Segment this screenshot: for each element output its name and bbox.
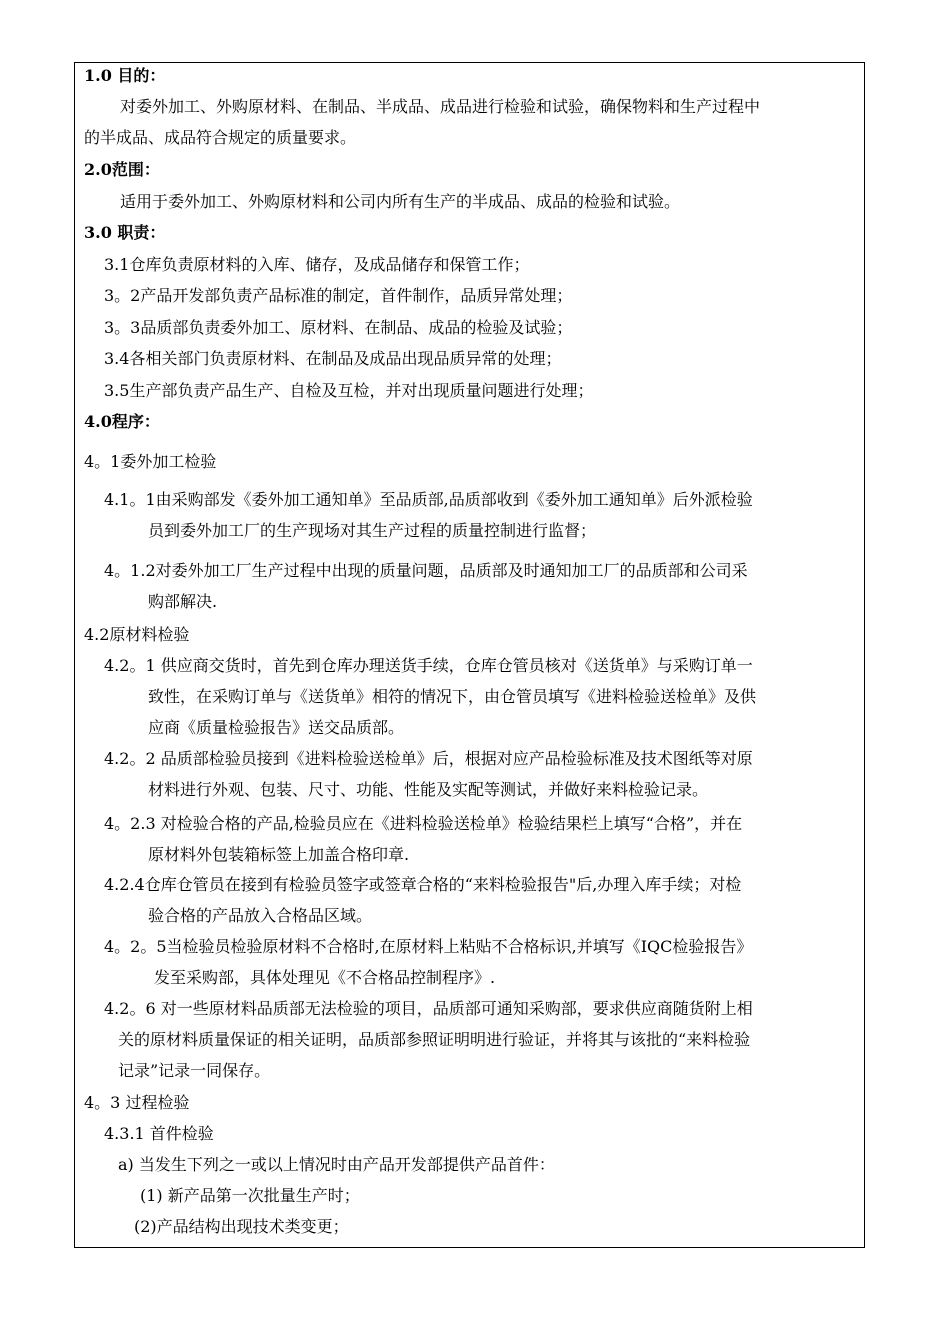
- text-line: (1) 新产品第一次批量生产时；: [140, 1186, 360, 1205]
- text-line: 4.2.4仓库仓管员在接到有检验员签字或签章合格的“来料检验报告"后,办理入库手续；对检: [104, 875, 742, 894]
- text-line: 记录”记录一同保存。: [118, 1061, 271, 1080]
- text-line: 适用于委外加工、外购原材料和公司内所有生产的半成品、成品的检验和试验。: [120, 192, 681, 211]
- text-line: 3。3品质部负责委外加工、原材料、在制品、成品的检验及试验；: [104, 318, 573, 337]
- text-line: 对委外加工、外购原材料、在制品、半成品、成品进行检验和试验，确保物料和生产过程中: [120, 97, 761, 116]
- text-line: 购部解决.: [148, 592, 218, 611]
- text-line: 4.2。2 品质部检验员接到《进料检验送检单》后，根据对应产品检验标准及技术图纸等对原: [104, 749, 753, 768]
- text-line: 4。1委外加工检验: [84, 452, 217, 471]
- section-heading: 3.0 职责：: [84, 223, 166, 242]
- text-line: 4。2.3 对检验合格的产品,检验员应在《进料检验送检单》检验结果栏上填写“合格”，并在: [104, 814, 743, 833]
- section-heading: 4.0程序：: [84, 412, 160, 431]
- text-line: 关的原材料质量保证的相关证明，品质部参照证明明进行验证，并将其与该批的“来料检验: [118, 1030, 751, 1049]
- text-line: 应商《质量检验报告》送交品质部。: [148, 718, 405, 737]
- text-line: 致性，在采购订单与《送货单》相符的情况下，由仓管员填写《进料检验送检单》及供: [148, 687, 757, 706]
- text-line: a) 当发生下列之一或以上情况时由产品开发部提供产品首件：: [118, 1155, 555, 1174]
- text-line: 3.4各相关部门负责原材料、在制品及成品出现品质异常的处理；: [104, 349, 562, 368]
- section-heading: 1.0 目的：: [84, 66, 166, 85]
- text-line: 3.5生产部负责产品生产、自检及互检，并对出现质量问题进行处理；: [104, 381, 594, 400]
- text-line: 3。2产品开发部负责产品标准的制定，首件制作，品质异常处理；: [104, 286, 573, 305]
- text-line: 4。1.2对委外加工厂生产过程中出现的质量问题，品质部及时通知加工厂的品质部和公司采: [104, 561, 748, 580]
- text-line: 4.2。6 对一些原材料品质部无法检验的项目，品质部可通知采购部，要求供应商随货附上相: [104, 999, 753, 1018]
- text-line: 4.2原材料检验: [84, 625, 190, 644]
- text-line: 材料进行外观、包装、尺寸、功能、性能及实配等测试，并做好来料检验记录。: [148, 780, 709, 799]
- section-heading: 2.0范围：: [84, 160, 160, 179]
- text-line: 4.1。1由采购部发《委外加工通知单》至品质部,品质部收到《委外加工通知单》后外派检验: [104, 490, 753, 509]
- text-line: 3.1仓库负责原材料的入库、储存，及成品储存和保管工作；: [104, 255, 530, 274]
- text-line: 原材料外包装箱标签上加盖合格印章.: [148, 845, 410, 864]
- text-line: 4.2。1 供应商交货时，首先到仓库办理送货手续，仓库仓管员核对《送货单》与采购订单一: [104, 656, 753, 675]
- text-line: 员到委外加工厂的生产现场对其生产过程的质量控制进行监督；: [148, 521, 597, 540]
- text-line: 4。3 过程检验: [84, 1093, 190, 1112]
- text-line: 发至采购部，具体处理见《不合格品控制程序》.: [154, 968, 496, 987]
- text-line: 4。2。5当检验员检验原材料不合格时,在原材料上粘贴不合格标识,并填写《IQC检验报告》: [104, 937, 753, 956]
- text-line: (2)产品结构出现技术类变更；: [134, 1217, 349, 1236]
- text-line: 4.3.1 首件检验: [104, 1124, 214, 1143]
- text-line: 验合格的产品放入合格品区域。: [148, 906, 373, 925]
- text-line: 的半成品、成品符合规定的质量要求。: [84, 128, 357, 147]
